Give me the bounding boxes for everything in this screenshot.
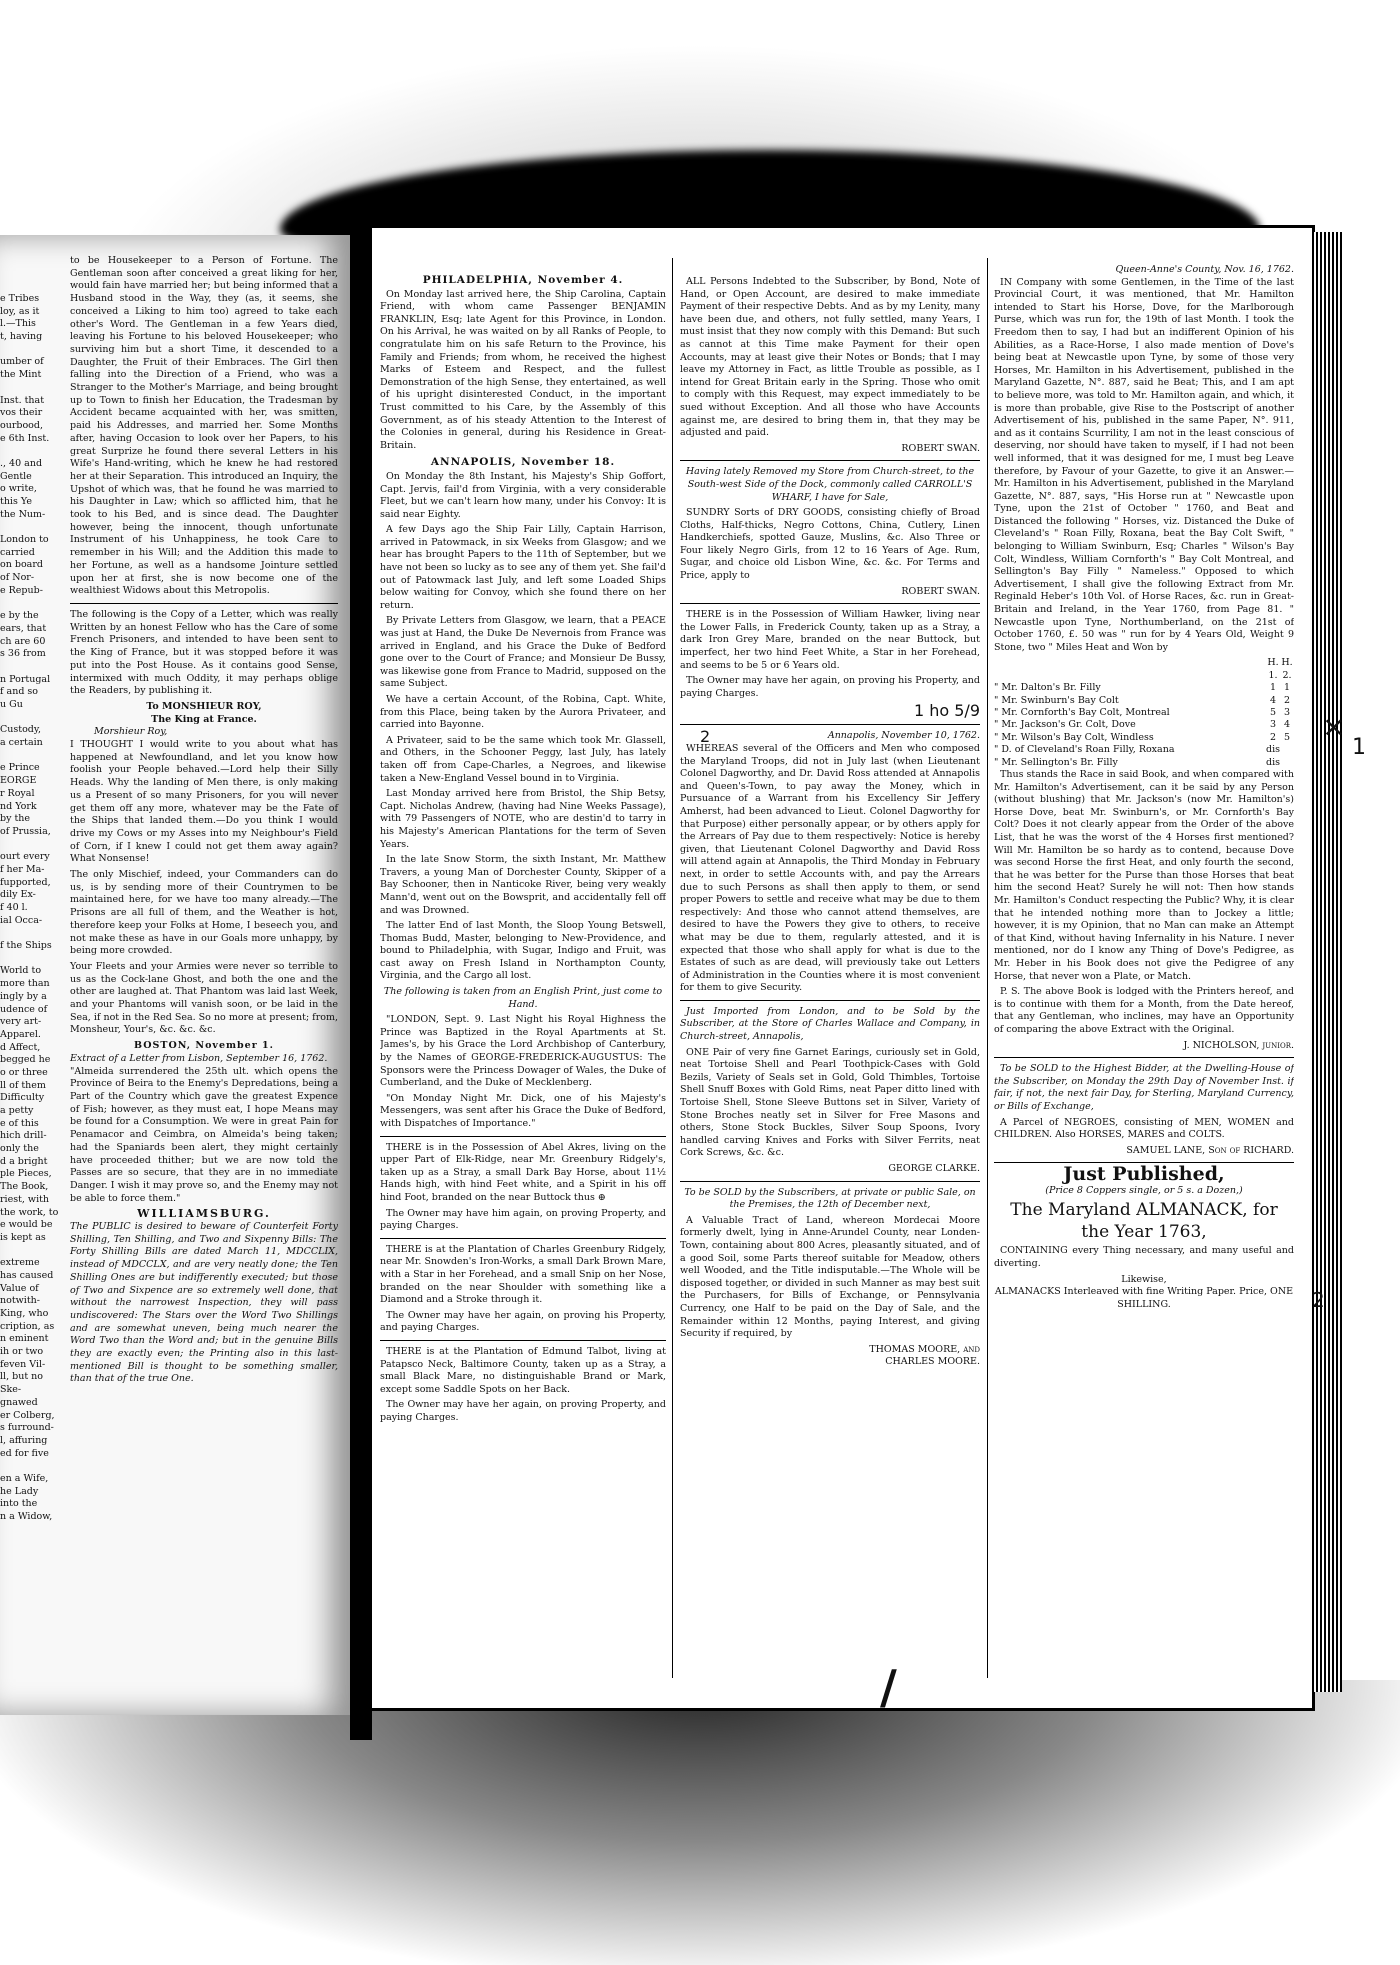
bottom-shadow [0, 1680, 1400, 1965]
race-cell-h1: 1 [1269, 682, 1277, 694]
edge-word: n a Widow, [0, 1511, 53, 1522]
race-row [994, 719, 1294, 731]
margin-2-mark: 2 [1312, 1288, 1325, 1312]
edge-word: he Lady [0, 1485, 39, 1497]
edge-word: e Tribes [0, 293, 40, 304]
edge-word: ourt every [0, 851, 50, 863]
almanack-title: The Maryland ALMANACK, for the Year 1763, [1010, 1200, 1278, 1243]
boston-heading: BOSTON, November 1. [134, 1040, 274, 1052]
swan-debt-notice: ALL Persons Indebted to the Subscriber, by Bond, Note of Hand, or Open Account, are desired to make immediate Payment of their respective Debts. And as by my Lenity, many have been due, and others, not fully settled, many Years, I must insist that they now comply with this Demand: But such as cannot at this Time make Payment for their open Accounts, may at least give their Notes or Bonds; that I may leave my Attorney in Fact, as little Trouble as possible, as I intend for Great Britain early in the Spring. Those who omit to comply with this Request, may expect immediately to be sued without Exception. And all those who have Accounts against me, are desired to bring them in, that they may be adjusted and paid. [680, 276, 980, 439]
left-page-edge-words [0, 293, 64, 1524]
edge-word: ch are 60 [0, 635, 46, 647]
edge-word [0, 1245, 64, 1258]
swan-dry-goods: SUNDRY Sorts of DRY GOODS, consisting chiefly of Broad Cloths, Half-thicks, Negro Cottons, China, Cutlery, Linen Handkerchiefs, spotted Gauze, Muslins, &c. Also Three or Four likely Negro Girls, from 12 to 16 Years of Age. Rum, Sugar, and choice old Lisbon Wine, &c. &c. For Terms and Price, apply to [680, 507, 980, 582]
edge-word: o or three [0, 1066, 48, 1078]
edge-word: ll, but no [0, 1371, 43, 1383]
race-results-table [994, 657, 1294, 769]
almanack-contents: CONTAINING every Thing necessary, and many useful and diverting. [994, 1245, 1294, 1270]
race-cell-name: " Mr. Wilson's Bay Colt, Windless [994, 731, 1154, 743]
edge-word: riest, with [0, 1193, 50, 1205]
edge-word: King, who [0, 1308, 49, 1319]
nicholson-postscript: P. S. The above Book is lodged with the Printers hereof, and is to continue with them for a Month, from the Date hereof, that any Gentleman, who inclines, may have an Opportunity of comparing the above Extract with the Original. [994, 986, 1294, 1035]
edge-word: extreme [0, 1257, 40, 1269]
rule [680, 460, 980, 461]
nicholson-signature: J. NICHOLSON, junior. [1183, 1039, 1294, 1051]
edge-word: t, having [0, 331, 43, 343]
annapolis-news-1: On Monday the 8th Instant, his Majesty's Ship Goffort, Capt. Jervis, fail'd from Virginia, with a very considerable Fleet, but we can't learn how many, under his Convoy: It is said near Eighty. [380, 470, 666, 520]
officers-notice: WHEREAS several of the Officers and Men who composed the Maryland Troops, did not in July last (when Lieutenant Colonel Dagworthy, and Dr. David Ross attended at Annapolis and Queen's-Town, to pay away the Money, which in Pursuance of a Warrant from his Excellency Sir Jeffery Amherst, had been advanced to Lieut. Colonel Dagworthy for that Purpose) either personally appear, or by others apply for the Arrears of Pay due to them respectively: Notice is hereby given, that Lieutenant Colonel Dagworthy and David Ross will attend again at Annapolis, the Third Monday in February next, in order to settle Accounts with, and pay the Arrears due to such Persons as shall then apply to them, or send proper Powers to settle and receive what may be due to them respectively: And those who cannot attend themselves, are desired to have the Powers they give to others, to receive what may be due to them, regularly attested, and it is expected that those who shall apply for what is due to the Estates of such as are dead, will previously take out Letters of Administration in the Counties where it is most convenient for them to give Security. [680, 743, 980, 994]
edge-word: more than [0, 978, 50, 990]
edge-word: Inst. that [0, 394, 45, 406]
race-row [994, 695, 1294, 707]
edge-word: into the [0, 1498, 38, 1510]
stray-mare-ridgely: THERE is at the Plantation of Charles Greenbury Ridgely, near Mr. Snowden's Iron-Works, a small Dark Brown Mare, with a Star in her Forehead, and a small Snip on her Nose, branded on the near Shoulder with something like a Diamond and a Stroke through it. [380, 1243, 666, 1306]
race-cell-h2: 3 [1283, 707, 1291, 719]
rule [380, 1136, 666, 1137]
edge-word: Value of [0, 1282, 39, 1294]
rule [680, 603, 980, 604]
race-cell-name: " Mr. Dalton's Br. Filly [994, 682, 1101, 694]
edge-word: a petty [0, 1105, 34, 1116]
rule [994, 1057, 1294, 1058]
bottom-slash-mark: / [880, 1660, 897, 1714]
edge-word: e Repub- [0, 584, 43, 596]
column-1 [380, 270, 666, 1690]
edge-word: ll of them [0, 1079, 46, 1091]
nicholson-letter: IN Company with some Gentlemen, in the Time of the last Provincial Court, it was mentioned, that Mr. Hamilton intended to Start his Horse, Dove, for the Marlborough Purse, which was run for, the 19th of last Month. I took the Freedom then to say, I had but an indifferent Opinion of his Abilities, as a Race-Horse, I also made mention of Dove's being beat at Newcastle upon Tyne, by some of those very Horses, Mr. Hamilton in his Advertisement, published in the Maryland Gazette, N°. 887, said he Beat; This, and I am apt to believe more, was told to Mr. Hamilton again, and which, it is more than probable, give Rise to the Postscript of another Advertisement of his, published in the same Paper, N°. 911, and as it contains Scurrility, I am not in the least conscious of deserving, nor should have taken to myself, if I had not been well informed, that it was designed for me, I must beg Leave therefore, by Favour of your Gazette, to give it an Answer.—Mr. Hamilton in his Advertisement, published in the Maryland Gazette, N°. 887, says, "His Horse run at " Newcastle upon Tyne, upon the 21st of October " 1760, and Beat and Distanced the following " Horses, viz. Distanced the Duke of Cleveland's " Roan Filly, Roxana, beat the Bay Colt Swift, " belonging to William Swinburn, Esq; Charles " Wilson's Bay Colt, Windless, William Cornforth's " Bay Colt Montreal, and Sellington's Bay Filly " Nameless." Opposed to which Advertisement, I shall give the following Extract from Mr. Reginald Heber's 10th Vol. of Horse Races, &c. run in Great-Britain and Ireland, in the Year 1760, from Page 81. " Newcastle upon Tyne, Northumberland, on the 21st of October 1760, £. 50 was " run for by 4 Years Old, Weight 9 Stone, two " Miles Heat and Won by [994, 276, 1294, 653]
wallace-intro: Just Imported from London, and to be Sold by the Subscriber, at the Store of Charles Wallace and Company, in Church-street, Annapolis, [680, 1005, 980, 1043]
edge-word [0, 953, 64, 966]
letter-greeting: Morshieur Roy, [94, 726, 168, 738]
stray-mare-hawker: THERE is in the Possession of William Hawker, living near the Lower Falls, in Frederick County, taken up as a Stray, a dark Iron Grey Mare, branded on the near Buttock, but imperfect, her two hind Feet White, a Star in her Forehead, and seems to be 5 or 6 Years old. [680, 609, 980, 671]
edge-word: Apparel. [0, 1028, 41, 1040]
column-2 [680, 276, 980, 1696]
interleaved-almanacks: ALMANACKS Interleaved with fine Writing Paper. Price, ONE SHILLING. [994, 1286, 1294, 1310]
edge-word: ., 40 and [0, 457, 43, 469]
letter-salutation-head: To MONSHIEUR ROY, [146, 700, 262, 712]
handwritten-mark: 2 [700, 727, 711, 747]
edge-word: en a Wife, [0, 1472, 49, 1484]
edge-word: hich drill- [0, 1130, 47, 1142]
edge-word: udence of [0, 1003, 48, 1015]
edge-word [0, 1460, 64, 1473]
edge-word: s furround- [0, 1422, 54, 1434]
edge-word [0, 521, 64, 534]
london-news-2: "On Monday Night Mr. Dick, one of his Majesty's Messengers, was sent after his Grace the Duke of Bedford, with Dispatches of Importance." [380, 1092, 666, 1129]
stray-mare-ridgely-owner: The Owner may have her again, on proving his Property, and paying Charges. [380, 1309, 666, 1334]
edge-word: carried [0, 546, 35, 558]
edge-word: cription, as [0, 1320, 55, 1332]
edge-word: by the [0, 813, 31, 825]
edge-word [0, 598, 64, 611]
edge-word: n eminent [0, 1333, 49, 1345]
edge-word: the work, to [0, 1206, 59, 1218]
edge-word: n Portugal [0, 673, 51, 685]
english-print-note: The following is taken from an English Print, just come to Hand. [383, 986, 663, 1010]
edge-word: ourbood, [0, 419, 44, 431]
almanack-price: (Price 8 Coppers single, or 5 s. a Dozen,) [1045, 1184, 1243, 1196]
race-cell-h2: 4 [1283, 719, 1291, 731]
race-row [994, 732, 1294, 744]
edge-word: f the Ships [0, 940, 52, 952]
edge-word: on board [0, 559, 43, 571]
edge-word: nd York [0, 800, 37, 812]
edge-word: only the [0, 1143, 39, 1155]
race-table-header [994, 657, 1294, 682]
edge-word: vos their [0, 407, 43, 419]
annapolis-news-5: A Privateer, said to be the same which took Mr. Glassell, and Others, in the Schooner Peggy, last July, has lately taken off from Cape-Charles, a Negroes, and likewise taken a New-England Vessel bound in to Virginia. [380, 734, 666, 784]
race-row [994, 707, 1294, 719]
edge-word: EORGE [0, 775, 37, 787]
lisbon-extract: "Almeida surrendered the 25th ult. which opens the Province of Beira to the Enemy's Depredations, being a Part of the Country which gave the greatest Expence of Fish; however, as they must eat, I hope Means may be found for a Consumption. We were in great Pain for Penamacor and Ceimbra, on Almeida's being taken; had the Spaniards been alert, they might certainly have proceeded thither; but we are now told the Passes are so secure, that they are in no immediate Danger. I wish it may prove so, and the Enemy may not be able to force them." [70, 1065, 338, 1204]
edge-word: Custody, [0, 724, 42, 736]
clarke-signature: GEORGE CLARKE. [888, 1163, 980, 1174]
edge-word: e of this [0, 1117, 39, 1129]
edge-word [0, 839, 64, 852]
rule [380, 1340, 666, 1341]
annapolis-news-3: By Private Letters from Glasgow, we learn, that a PEACE was just at Hand, the Duke De Nevernois from France was arrived in England, and his Grace the Duke of Bedford gone over to the Court of France; and Monsieur De Bussy, was likewise gone from France to Madrid, supposed on the same Subject. [380, 615, 666, 690]
london-news-1: "LONDON, Sept. 9. Last Night his Royal Highness the Prince was Baptized in the Royal Apartments at St. James's, by his Grace the Lord Archbishop of Canterbury, by the Names of GEORGE-FREDERICK-AUGUSTUS: The Sponsors were the Princess Dowager of Wales, the Duke of Cumberland, and the Duke of Mecklenberg. [380, 1014, 666, 1089]
lane-sale-intro: To be SOLD to the Highest Bidder, at the Dwelling-House of the Subscriber, on Monday the 29th Day of November Inst. if fair, if not, the next fair Day, for Sterling, Maryland Currency, or Bills of Exchange, [994, 1063, 1294, 1112]
swan-signature: ROBERT SWAN. [901, 442, 980, 454]
edge-word: ial Occa- [0, 914, 43, 926]
edge-word: d a bright [0, 1155, 48, 1167]
rule [680, 1000, 980, 1001]
race-cell-h2: 5 [1283, 731, 1291, 743]
annapolis-news-4: We have a certain Account, of the Robina, Capt. White, from this Place, being taken by the Aurora Privateer, and carried into Bayonne. [380, 694, 666, 731]
likewise-label: Likewise, [1121, 1273, 1167, 1285]
nicholson-letter-2: Thus stands the Race in said Book, and when compared with Mr. Hamilton's Advertisement, can it be said by any Person (without blushing) that Mr. Jackson's (now Mr. Hamilton's) Horse Dove, beat Mr. Swinburn's, or Mr. Cornforth's Bay Colt? Does it not clearly appear from the Order of the above List, that he was the worst of the 4 Horses first mentioned? Will Mr. Hamilton be so hardy as to contend, because Dove was second Horse the first Heat, and only fourth the second, that he was better for the Purse than those Horses that beat him the second Heat? Surely he will not: Then how stands Mr. Hamilton's Conduct respecting the Public? Why, it is clear that he intended nothing more than to Jockey a little; however, it is my Opinion, that no Man can make an Attempt of that Kind, without having Infernality in his Nature. I never mentioned, nor do I know any Thing of Dove's Pedigree, as Mr. Heber in his Book does not give the Pedigree of any Horse, that never won a Plate, or Match. [994, 769, 1294, 982]
edge-word: loy, as it [0, 305, 40, 317]
edge-word: ih or two [0, 1346, 44, 1358]
handwritten-mark: 1 ho 5/9 [913, 701, 980, 721]
annapolis-news-7: In the late Snow Storm, the sixth Instant, Mr. Matthew Travers, a young Man of Dorchester County, Skipper of a Bay Schooner, then in Nanticoke River, being very weakly Mann'd, went out on the Bowsprit, and accidentally fell off and was Drowned. [380, 854, 666, 916]
annapolis-heading: ANNAPOLIS, November 18. [430, 456, 616, 469]
lisbon-extract-head: Extract of a Letter from Lisbon, September 16, 1762. [70, 1052, 328, 1064]
column-rule [672, 258, 673, 1678]
moore-signature-1: THOMAS MOORE, and [869, 1343, 980, 1355]
edge-word: l, affuring [0, 1434, 48, 1446]
race-cell-h1: dis [1266, 744, 1280, 756]
margin-1-mark: 1 [1352, 735, 1366, 760]
letter-body-1: I THOUGHT I would write to you about what has happened at Newfoundland, and let you know how foolish your People behaved.—Lord help their Silly Heads. Why the landing of Men there, is only making us a Present of so many Prisoners, for you will never get them off any more, whatever may be the Fate of the Ships that landed them.—Do you think I would drive my Cows or my Asses into my Neighbour's Field of Corn, if I knew I could not get them away again? What Nonsense! [70, 739, 338, 865]
edge-word: is kept as [0, 1231, 46, 1243]
edge-word: o write, [0, 483, 37, 495]
moore-signature-2: CHARLES MOORE. [885, 1356, 980, 1368]
left-page-column [70, 255, 338, 1389]
heat-1-header: H. 1. [1267, 657, 1279, 681]
rule [70, 603, 338, 604]
lane-signature: SAMUEL LANE, Son of RICHARD. [1126, 1144, 1294, 1156]
edge-word: the Mint [0, 369, 42, 381]
race-cell-h2 [1280, 757, 1294, 769]
edge-word: e Prince [0, 762, 40, 774]
race-cell-h1: 3 [1269, 719, 1277, 731]
stray-mare-talbot-owner: The Owner may have her again, on proving Property, and paying Charges. [380, 1399, 666, 1423]
edge-word: er Colberg, [0, 1409, 55, 1421]
moore-land-intro: To be SOLD by the Subscribers, at private or public Sale, on the Premises, the 12th of December next, [684, 1186, 976, 1211]
race-row [994, 682, 1294, 694]
race-cell-h1: 4 [1269, 694, 1277, 706]
edge-word [0, 661, 64, 674]
edge-word: dily Ex- [0, 889, 36, 901]
edge-word: umber of [0, 356, 44, 368]
just-published-heading: Just Published, [1063, 1163, 1225, 1186]
edge-word: d Affect, [0, 1041, 41, 1053]
edge-word: f her Ma- [0, 863, 45, 875]
counterfeit-notice: The PUBLIC is desired to beware of Counterfeit Forty Shilling, Ten Shilling, and Two and Sixpenny Bills: The Forty Shilling Bills are dated March 11, MDCCLIX, instead of MDCCLX, and are very neatly done; the Ten Shilling Ones are but indifferently executed; but those of Two and Sixpence are so extremely well done, that without the narrowest Inspection, they will pass undiscovered: The Stars over the Word Two Shillings and are somewhat uneven, being much nearer the Word Two than the Word and; but in the genuine Bills they are exactly even; the Printing also in this last-mentioned Bill is thought to be something smaller, than that of the true One. [70, 1221, 338, 1385]
letter-addressee: The King at France. [151, 713, 257, 725]
edge-word [0, 382, 64, 395]
edge-word: of Prussia, [0, 825, 51, 837]
race-cell-h1: 2 [1269, 731, 1277, 743]
race-cell-name: " Mr. Cornforth's Bay Colt, Montreal [994, 707, 1170, 719]
officers-notice-date: Annapolis, November 10, 1762. [827, 730, 980, 742]
edge-word: r Royal [0, 787, 35, 799]
book-gutter [350, 220, 372, 1740]
edge-word: ingly by a [0, 990, 47, 1002]
edge-word: this Ye [0, 496, 32, 507]
edge-word [0, 750, 64, 763]
rule [680, 1181, 980, 1182]
edge-word: very art- [0, 1016, 42, 1028]
stray-horse-akres-owner: The Owner may have him again, on proving Property, and paying Charges. [380, 1207, 666, 1232]
edge-word: feven Vil- [0, 1358, 46, 1370]
swan-signature-2: ROBERT SWAN. [901, 585, 980, 597]
edge-word [0, 927, 64, 940]
letter-body-2: The only Mischief, indeed, your Commanders can do us, is by sending more of their Countrymen to be maintained here, for we have too many already.—The Prisons are all full of them, and the Weather is hot, therefore keep your Folks at Home, I beseech you, and not make these as have in our Goals more unhappy, by being more crowded. [70, 869, 338, 957]
edge-word: notwith- [0, 1295, 40, 1307]
housekeeper-story: to be Housekeeper to a Person of Fortune. The Gentleman soon after conceived a great liking for her, would fain have married her; but being informed that a Husband stood in the Way, they (as, it seems, she conceived a Liking to him too) agreed to take each other's Word. The Gentleman in a few Years died, leaving his Fortune to his beloved Housekeeper; who surviving him but a short Time, it descended to a Daughter, the Fruit of their Embraces. The Girl then falling into the Direction of a Friend, who was a Stranger to the Mother's Marriage, and being brought up to Town to finish her Education, the Tradesman by Accident became acquainted with her, was smitten, paid his Addresses, and married her. Some Months after, having Occasion to look over her Papers, to his great Surprize he found there several Letters in his Wife's Hand-writing, which he knew he had restored her at their Separation. This introduced an Inquiry, the Upshot of which was, that he found he was married to his Daughter in Law; which so afflicted him, that he took to his Bed, and is since dead. The Daughter however, being the innocent, though unfortunate Instrument of his Unhappiness, he took Care to remember in his Will; and the Addition this made to her Fortune, as well as a handsome Jointure settled upon her at first, she is now become one of the wealthiest Widows about this Metropolis. [70, 255, 338, 597]
moore-land-sale: A Valuable Tract of Land, whereon Mordecai Moore formerly dwelt, lying in Anne-Arundel County, near Londen-Town, containing about 800 Acres, pleasantly situated, and of a good Soil, some Parts thereof suitable for Meadow, others well Wooded, and the Title indisputable.—The Whole will be disposed together, or divided in such Manner as may best suit the Purchasers, for Bills of Exchange, or Pennsylvania Currency, one Half to be paid on the Day of Sale, and the Remainder within 12 Months, paying Interest, and giving Security if required, by [680, 1214, 980, 1340]
edge-word: ple Pieces, [0, 1168, 52, 1180]
left-page [0, 235, 358, 1715]
annapolis-news-8: The latter End of last Month, the Sloop Young Betswell, Thomas Budd, Master, belonging to New-Providence, and bound to Philadelphia, with Sugar, Indigo and Fruit, was cast away on Fresh Island in Northampton County, Virginia, and the Cargo all lost. [380, 920, 666, 982]
edge-word: Difficulty [0, 1092, 45, 1104]
race-cell-h1: 5 [1269, 707, 1277, 719]
edge-word: of Nor- [0, 572, 35, 584]
edge-word: l.—This [0, 318, 36, 330]
philadelphia-heading: PHILADELPHIA, November 4. [422, 274, 624, 286]
race-cell-h2: 2 [1283, 694, 1291, 706]
edge-word: London to [0, 534, 49, 546]
edge-word: e would be [0, 1219, 53, 1231]
stray-mare-hawker-owner: The Owner may have her again, on proving his Property, and paying Charges. [680, 675, 980, 699]
edge-word: ed for five [0, 1447, 49, 1459]
swan-store-intro: Having lately Removed my Store from Church-street, to the South-west Side of the Dock, commonly called CARROLL'S WHARF, I have for Sale, [685, 466, 975, 503]
letter-intro: The following is the Copy of a Letter, which was really Written by an honest Fellow who has the Care of some French Prisoners, and intended to have been sent to the King of France, but it was stopped before it was put into the Post House. As it contains good Sense, intermixed with much Oddity, it may perhaps oblige the Readers, by publishing it. [70, 608, 338, 697]
edge-word: gnawed [0, 1396, 38, 1408]
nicholson-letter-date: Queen-Anne's County, Nov. 16, 1762. [1115, 264, 1294, 275]
edge-word: World to [0, 965, 42, 977]
race-cell-name: " Mr. Swinburn's Bay Colt [994, 694, 1119, 706]
edge-word: The Book, [0, 1181, 49, 1193]
edge-word [0, 712, 64, 725]
edge-word: e 6th Inst. [0, 432, 50, 444]
race-cell-name: " Mr. Sellington's Br. Filly [994, 756, 1118, 768]
race-row [994, 757, 1294, 769]
edge-word: a certain [0, 737, 43, 749]
edge-word: the Num- [0, 508, 46, 520]
column-rule [987, 258, 988, 1678]
edge-word: f and so [0, 686, 39, 698]
newspaper-page [372, 225, 1315, 1711]
edge-word: Ske- [0, 1384, 22, 1396]
stray-mare-talbot: THERE is at the Plantation of Edmund Talbot, living at Patapsco Neck, Baltimore County, taken up as a Stray, a small Black Mare, no distinguishable Brand or Mark, except some Saddle Spots on her Back. [380, 1345, 666, 1395]
race-cell-name: " Mr. Jackson's Gr. Colt, Dove [994, 719, 1136, 731]
edge-word: u Gu [0, 699, 23, 710]
edge-word: has caused [0, 1269, 54, 1281]
race-cell-h2: 1 [1283, 682, 1291, 694]
edge-word [0, 344, 64, 357]
race-cell-h2 [1280, 744, 1294, 756]
page-edges [1312, 232, 1342, 1692]
wallace-jewellery: ONE Pair of very fine Garnet Earings, curiously set in Gold, neat Tortoise Shell and Pearl Toothpick-Cases with Gold Bezils, Variety of Seals set in Gold, Gold Thimbles, Tortoise Shell Snuff Boxes with Gold Rims, neat Paper ditto lined with Tortoise Shell, Stone Sleeve Buttons set in Silver, Variety of Stone Broches neatly set in Silver for Free Masons and others, Stone Stock Buckles, Silver Soup Spoons, Ivory handled carving Knives and Forks with Silver Ferrits, neat Cork Screws, &c. &c. [680, 1046, 980, 1159]
edge-word: Gentle [0, 470, 32, 482]
williamsburg-heading: WILLIAMSBURG. [137, 1207, 271, 1221]
edge-word: s 36 from [0, 648, 46, 660]
edge-word: fupported, [0, 876, 51, 888]
edge-word: e by the [0, 610, 39, 622]
race-cell-h1: dis [1266, 756, 1280, 768]
edge-word: begged he [0, 1054, 51, 1066]
lane-sale: A Parcel of NEGROES, consisting of MEN, WOMEN and CHILDREN. Also HORSES, MARES and COLTS. [994, 1116, 1294, 1141]
edge-word: ears, that [0, 622, 47, 634]
edge-word: f 40 l. [0, 902, 28, 913]
philadelphia-news: On Monday last arrived here, the Ship Carolina, Captain Friend, with whom came Passenger BENJAMIN FRANKLIN, Esq; late Agent for this Province, in London. On his Arrival, he was waited on by all Ranks of People, to congratulate him on his safe Return to the Province, his Family and Friends; from whom, he received the highest Marks of Esteem and Respect, and the fullest Demonstration of the high Sense, they entertained, as well of his upright disinterested Conduct, in the important Trust committed to his Care, by the Assembly of this Government, as of his steady Attention to the Interest of the Colonies in general, during his Residence in Great-Britain. [380, 288, 666, 451]
stray-horse-akres: THERE is in the Possession of Abel Akres, living on the upper Part of Elk-Ridge, near Mr. Greenbury Ridgely's, taken up as a Stray, a small Dark Bay Horse, about 11½ Hands high, with hind Feet white, and a Spirit in his off hind Foot, branded on the near Buttock thus ⊕ [380, 1141, 666, 1203]
heat-2-header: H. 2. [1281, 657, 1293, 681]
rule [380, 1238, 666, 1239]
edge-word [0, 445, 64, 458]
letter-body-3: Your Fleets and your Armies were never so terrible to us as the Cock-lane Ghost, and both the one and the other are laughed at. That Phantom was laid last Week, and your Phantoms will vanish soon, or be laid in the Sea, if not in the Red Sea. So no more at present; from, Monsheur, Your's, &c. &c. &c. [70, 960, 338, 1036]
annapolis-news-6: Last Monday arrived here from Bristol, the Ship Betsy, Capt. Nicholas Andrew, (having had Nine Weeks Passage), with 79 Passengers of NOTE, who are destin'd to tarry in his Majesty's American Plantations for the term of Seven Years. [380, 788, 666, 850]
annapolis-news-2: A few Days ago the Ship Fair Lilly, Captain Harrison, arrived in Patowmack, in six Weeks from Glasgow; and we hear has brought Papers to the 11th of September, but we have not been so lucky as to see any of them yet. She fail'd out of Patowmack last July, and left some Loaded Ships below waiting for Convoy, which she found there on her return. [380, 524, 666, 611]
race-row [994, 744, 1294, 756]
margin-x-mark: × [1322, 710, 1346, 743]
column-3 [994, 264, 1294, 1684]
race-cell-name: " D. of Cleveland's Roan Filly, Roxana [994, 744, 1175, 756]
rule [680, 724, 980, 725]
